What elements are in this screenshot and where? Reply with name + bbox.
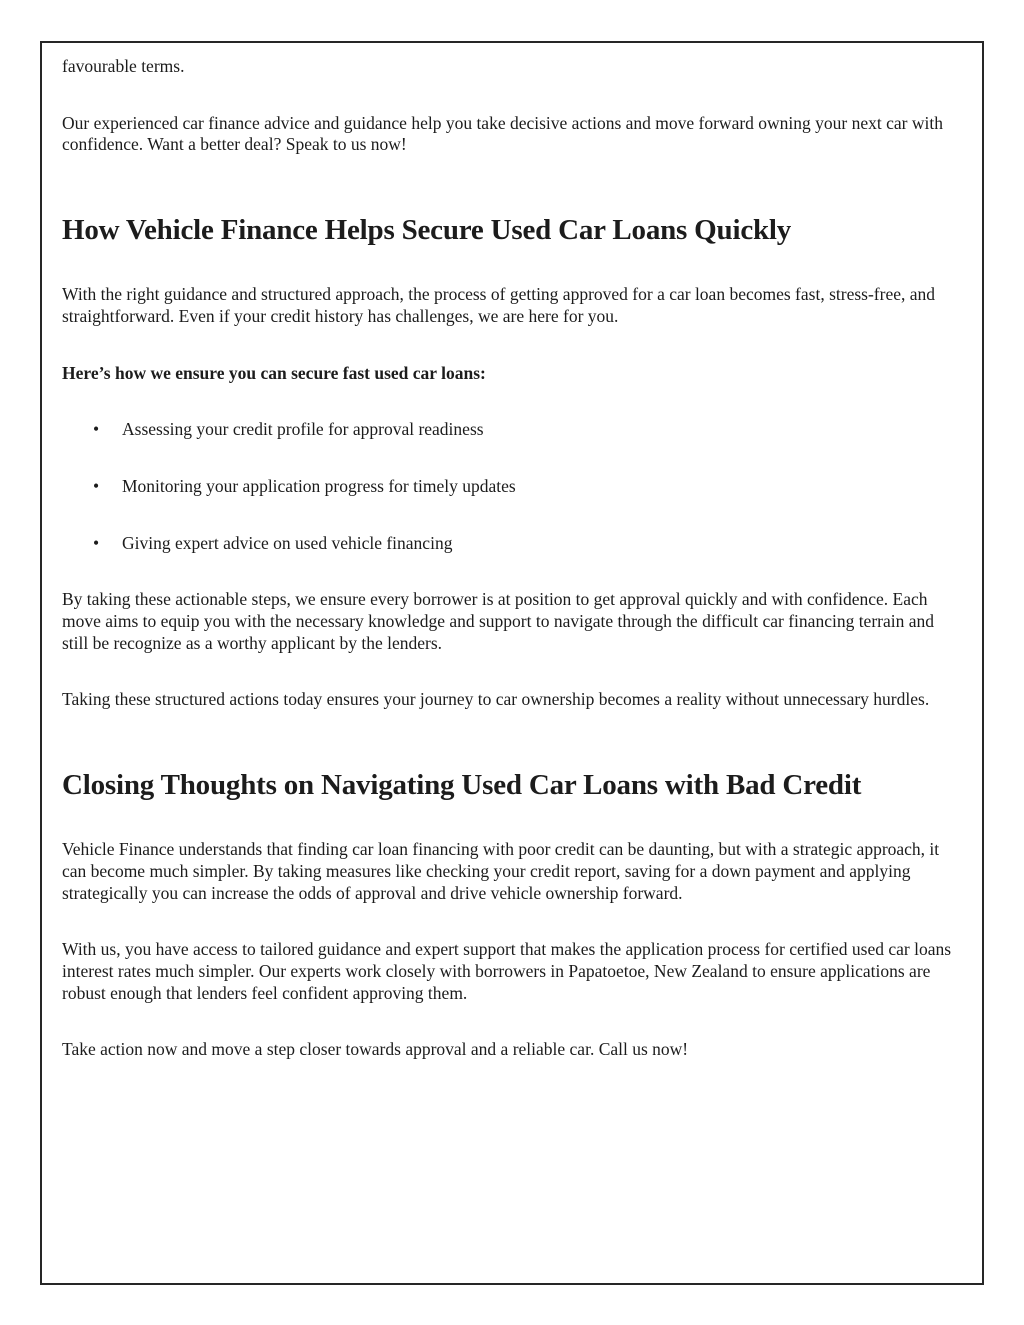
lead-in-paragraph: Here’s how we ensure you can secure fast used car loans: xyxy=(62,362,486,383)
paragraph: Taking these structured actions today ensures your journey to car ownership becomes a reality without unnecessary hurdles. xyxy=(62,689,930,710)
bullet-list xyxy=(62,419,962,554)
list-item: • Monitoring your application progress for timely updates xyxy=(62,476,962,498)
section-heading: Closing Thoughts on Navigating Used Car Loans with Bad Credit xyxy=(62,769,862,802)
paragraph: With the right guidance and structured approach, the process of getting approved for a car loan becomes fast, stress-free, and straightforward. Even if your credit history has challenges, we are here for you. xyxy=(62,284,935,326)
list-item: • Assessing your credit profile for approval readiness xyxy=(62,419,962,441)
paragraph: With us, you have access to tailored guidance and expert support that makes the application process for certified used car loans interest rates much simpler. Our experts work closely with borrowers in Papatoetoe, New Zealand to ensure applications are robust enough that lenders feel confident approving them. xyxy=(62,939,952,1003)
paragraph: Vehicle Finance understands that finding car loan financing with poor credit can be daunting, but with a strategic approach, it can become much simpler. By taking measures like checking your credit report, saving for a down payment and applying strategically you can increase the odds of approval and drive vehicle ownership forward. xyxy=(62,839,940,903)
document-page xyxy=(40,41,984,1285)
section-heading: How Vehicle Finance Helps Secure Used Car Loans Quickly xyxy=(62,214,792,247)
document-content xyxy=(42,43,982,1061)
list-item: • Giving expert advice on used vehicle financing xyxy=(62,533,962,555)
paragraph: Take action now and move a step closer towards approval and a reliable car. Call us now! xyxy=(62,1039,689,1060)
paragraph: Our experienced car finance advice and guidance help you take decisive actions and move forward owning your next car with confidence. Want a better deal? Speak to us now! xyxy=(62,112,943,155)
paragraph: By taking these actionable steps, we ensure every borrower is at position to get approval quickly and with confidence. Each move aims to equip you with the necessary knowledge and support to navigate through the difficult car financing terrain and still be recognize as a worthy applicant by the lenders. xyxy=(62,589,935,653)
paragraph: favourable terms. xyxy=(62,56,185,76)
